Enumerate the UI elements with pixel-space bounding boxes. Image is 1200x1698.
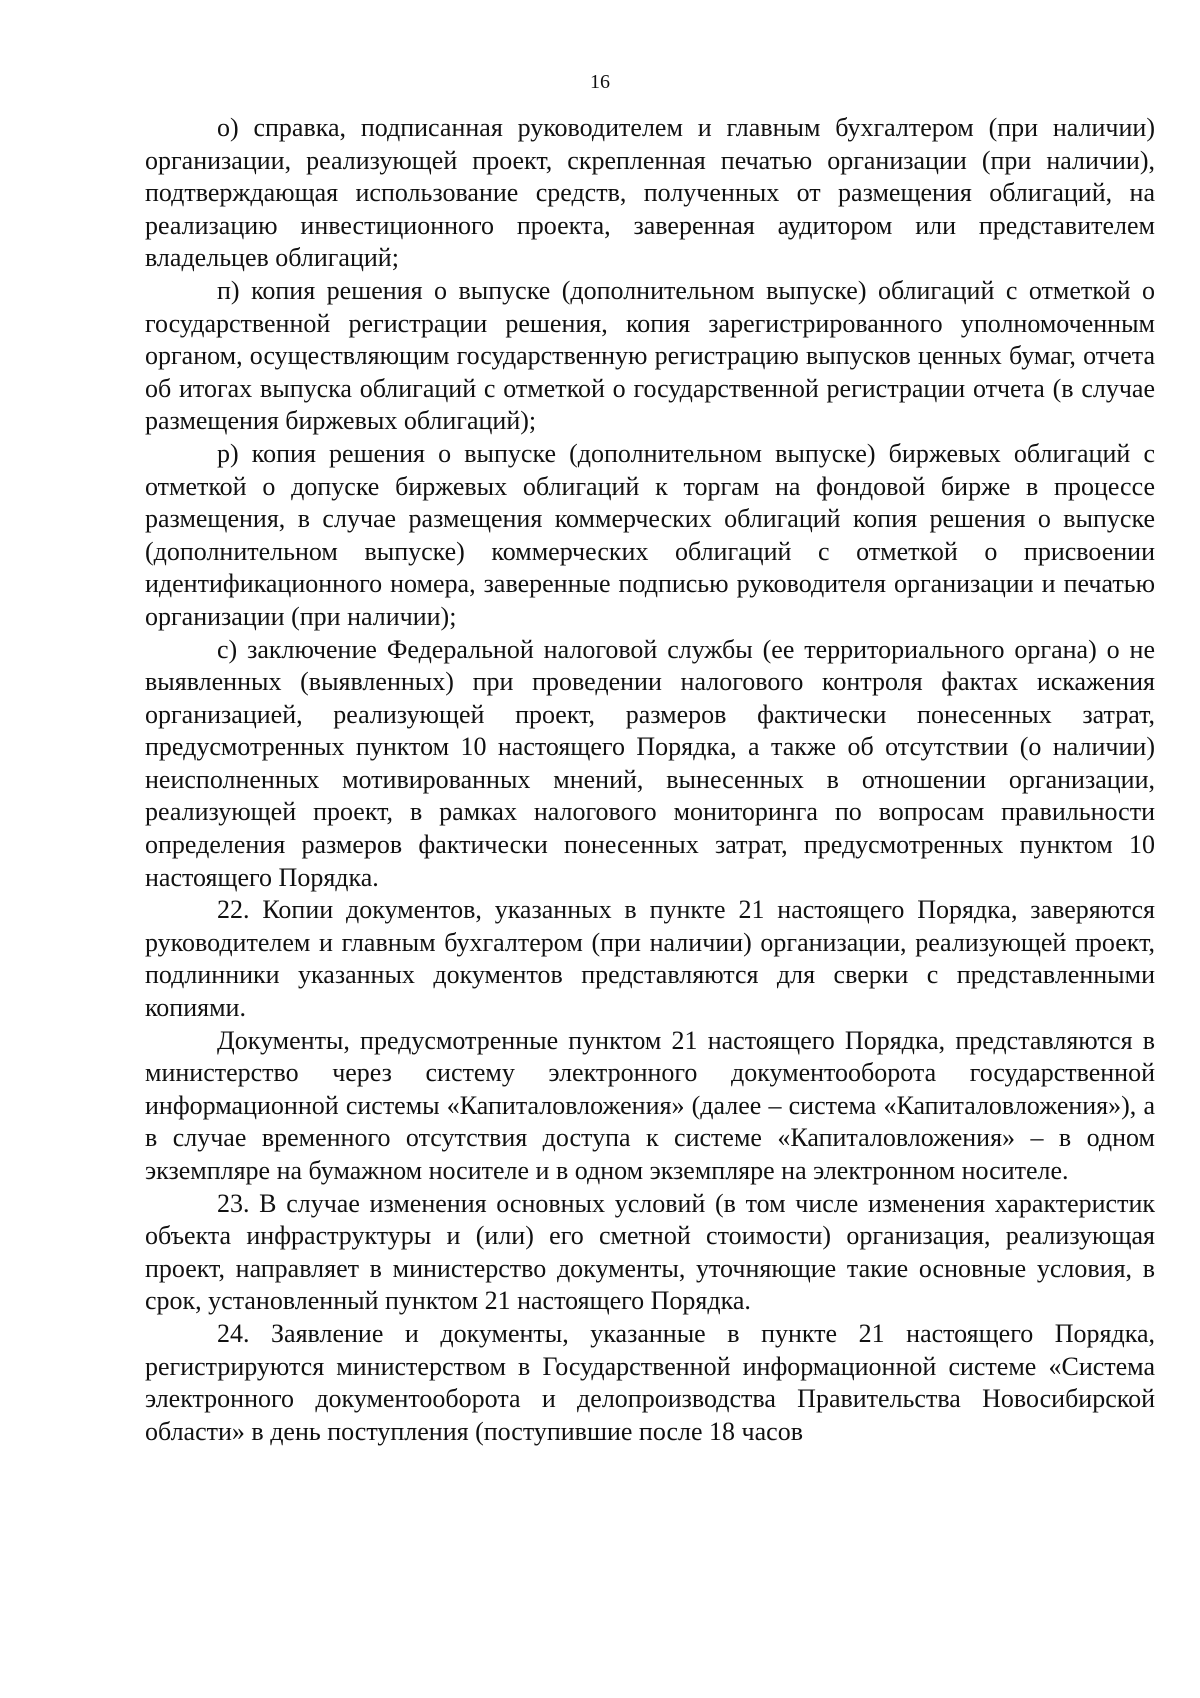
paragraph-r: р) копия решения о выпуске (дополнительном выпуске) биржевых облигаций с отметкой о допуске биржевых облигаций к торгам на фондовой бирже в процессе размещения, в случае размещения коммерческих облигаций копия решения о выпуске (дополнительном выпуске) коммерческих облигаций с отметкой о присвоении идентификационного номера, заверенные подписью руководителя организации и печатью организации (при наличии); (145, 438, 1155, 631)
paragraph-22: 22. Копии документов, указанных в пункте 21 настоящего Порядка, заверяются руководителем и главным бухгалтером (при наличии) организации, реализующей проект, подлинники указанных документов представляются для сверки с представленными копиями. (145, 895, 1155, 1023)
paragraph-documents: Документы, предусмотренные пунктом 21 настоящего Порядка, представляются в министерство через систему электронного документооборота государственной информационной системы «Капиталовложения» (далее – система «Капиталовложения»), а в случае временного отсутствия доступа к системе «Капиталовложения» – в одном экземпляре на бумажном носителе и в одном экземпляре на электронном носителе. (145, 1025, 1155, 1185)
paragraph-24: 24. Заявление и документы, указанные в пункте 21 настоящего Порядка, регистрируются министерством в Государственной информационной системе «Система электронного документооборота и делопроизводства Правительства Новосибирской области» в день поступления (поступившие после 18 часов (145, 1318, 1155, 1446)
page-number: 16 (590, 71, 610, 93)
paragraph-o: о) справка, подписанная руководителем и главным бухгалтером (при наличии) организации, реализующей проект, скрепленная печатью организации (при наличии), подтверждающая использование средств, полученных от размещения облигаций, на реализацию инвестиционного проекта, заверенная аудитором или представителем владельцев облигаций; (145, 113, 1155, 273)
paragraph-s: с) заключение Федеральной налоговой службы (ее территориального органа) о не выявленных (выявленных) при проведении налогового контроля фактах искажения организацией, реализующей проект, размеров фактически понесенных затрат, предусмотренных пунктом 10 настоящего Порядка, а также об отсутствии (о наличии) неисполненных мотивированных мнений, вынесенных в отношении организации, реализующей проект, в рамках налогового мониторинга по вопросам правильности определения размеров фактически понесенных затрат, предусмотренных пунктом 10 настоящего Порядка. (145, 634, 1155, 892)
paragraph-23: 23. В случае изменения основных условий (в том числе изменения характеристик объекта инфраструктуры и (или) его сметной стоимости) организация, реализующая проект, направляет в министерство документы, уточняющие такие основные условия, в срок, установленный пунктом 21 настоящего Порядка. (145, 1188, 1155, 1316)
document-body (145, 112, 1155, 1448)
paragraph-p: п) копия решения о выпуске (дополнительном выпуске) облигаций с отметкой о государственной регистрации решения, копия зарегистрированного уполномоченным органом, осуществляющим государственную регистрацию выпусков ценных бумаг, отчета об итогах выпуска облигаций с отметкой о государственной регистрации отчета (в случае размещения биржевых облигаций); (145, 275, 1155, 436)
